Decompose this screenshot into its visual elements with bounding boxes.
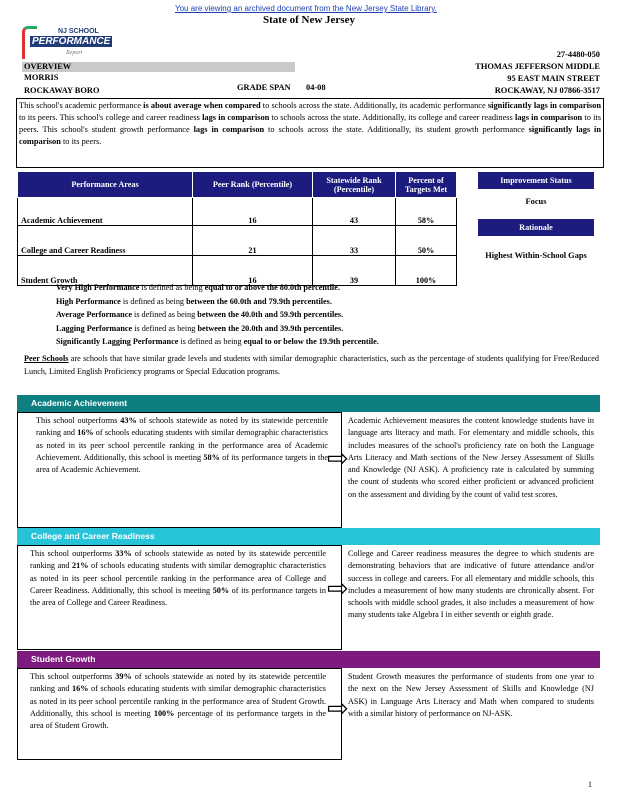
grade-span-label: GRADE SPAN bbox=[237, 83, 291, 92]
row-area: Student Growth bbox=[18, 256, 193, 286]
definition-line: Lagging Performance is defined as being between the 20.0th and 39.9th percentiles. bbox=[56, 323, 344, 333]
definition-line: High Performance is defined as being between the 60.0th and 79.9th percentiles. bbox=[56, 296, 332, 306]
row-area: Academic Achievement bbox=[18, 198, 193, 226]
row-statewide: 33 bbox=[313, 226, 396, 256]
college-career-result: This school outperforms 33% of schools statewide as noted by its statewide percentile ranking and 21% of schools educating students with similar demographic characteristics as noted in its peer school percentile ranking in the performance area of College and Career Readiness. Additionally, this school is meeting 50% of its performance targets in the area of College and Career Readiness. bbox=[30, 549, 326, 608]
nj-school-performance-logo bbox=[22, 24, 114, 64]
overview-label: OVERVIEW bbox=[24, 62, 72, 71]
row-targets: 58% bbox=[396, 198, 457, 226]
row-targets: 50% bbox=[396, 226, 457, 256]
page-number: 1 bbox=[588, 780, 592, 789]
logo-line3: Report bbox=[66, 50, 83, 56]
row-peer: 16 bbox=[193, 256, 313, 286]
arrow-right-icon: ⇨ bbox=[327, 574, 349, 604]
county-name: MORRIS bbox=[24, 73, 59, 82]
definition-line: Significantly Lagging Performance is defined as being equal to or below the 19.9th percentile. bbox=[56, 337, 379, 346]
improvement-status-header: Improvement Status bbox=[478, 172, 594, 189]
performance-definitions bbox=[56, 281, 476, 349]
district-name: ROCKAWAY BORO bbox=[24, 86, 100, 95]
academic-achievement-description: Academic Achievement measures the content knowledge students have in language arts literacy and math. For elementary and middle schools, this includes measures of the school's proficiency rate on both the Language Arts Literacy and Math sections of the New Jersey Assessment of Skills and Knowledge (NJ ASK). A proficiency rate is calculated by summing the count of students who scored either proficient or advanced proficient on the assessment and dividing by the count of valid test scores. bbox=[348, 416, 594, 499]
academic-achievement-result: This school outperforms 43% of schools statewide as noted by its statewide percentile ranking and 16% of schools educating students with similar demographic characteristics as noted in its peer school percentile ranking in the performance area of Academic Achievement. Additionally, this school is meeting 58% of its performance targets in the area of Academic Achievement. bbox=[36, 416, 328, 475]
row-targets: 100% bbox=[396, 256, 457, 286]
college-career-description: College and Career readiness measures the degree to which students are demonstrating behaviors that are indicative of future attendance and/or success in college and careers. For all elementary and middle schools, this includes a measurement of how many students are chronically absent. For schools with middle school grades, it also includes a measurement of how many students take Algebra I in either seventh or eighth grade. bbox=[348, 549, 594, 620]
section-header-academic-achievement: Academic Achievement bbox=[17, 395, 600, 412]
student-growth-description: Student Growth measures the performance of students from one year to the next on the New Jersey Assessment of Skills and Knowledge (NJ ASK) in Language Arts Literacy and Math when compared to students with a similar history of performance on NJ-ASK. bbox=[348, 672, 594, 718]
page-title: State of New Jersey bbox=[263, 14, 355, 26]
table-row bbox=[18, 226, 457, 256]
col-header-targets: Percent of Targets Met bbox=[396, 172, 457, 198]
section-header-college-career-readiness: College and Career Readiness bbox=[17, 528, 600, 545]
school-address1: 95 EAST MAIN STREET bbox=[507, 74, 600, 83]
row-peer: 21 bbox=[193, 226, 313, 256]
logo-line1: NJ SCHOOL bbox=[58, 28, 99, 35]
grade-span-value: 04-08 bbox=[306, 83, 326, 92]
performance-summary: This school's academic performance is about average when compared to schools across the state. Additionally, its academic performance significantly lags in comparison to its peers. This school's college and career readiness lags in comparison to schools across the state. Additionally, its college and career readiness lags in comparison to its peers. This school's student growth performance lags in comparison to schools across the state. Additionally, its student growth performance significantly lags in comparison to its peers. bbox=[16, 98, 604, 168]
section-header-student-growth: Student Growth bbox=[17, 651, 600, 668]
arrow-right-icon: ⇨ bbox=[327, 694, 349, 724]
logo-line2: PERFORMANCE bbox=[32, 36, 111, 47]
definition-line: Average Performance is defined as being between the 40.0th and 59.9th percentiles. bbox=[56, 310, 344, 319]
archive-link[interactable]: You are viewing an archived document from the New Jersey State Library. bbox=[175, 4, 437, 13]
peer-schools-definition: Peer Schools are schools that have similar grade levels and students with similar demographic characteristics, such as the percentage of students qualifying for Free/Reduced Lunch, Limited English Proficiency programs or Special Education programs. bbox=[24, 354, 599, 376]
school-info bbox=[475, 49, 600, 97]
definition-line: Very High Performance is defined as being equal to or above the 80.0th percentile. bbox=[56, 283, 340, 292]
school-name: THOMAS JEFFERSON MIDDLE bbox=[475, 62, 600, 71]
row-area: College and Career Readiness bbox=[18, 226, 193, 256]
row-statewide: 39 bbox=[313, 256, 396, 286]
rationale-value: Highest Within-School Gaps bbox=[485, 251, 587, 260]
row-peer: 16 bbox=[193, 198, 313, 226]
rationale-header: Rationale bbox=[478, 219, 594, 236]
student-growth-result: This school outperforms 39% of schools statewide as noted by its statewide percentile ranking and 16% of schools educating students with similar demographic characteristics as noted in its peer school percentile ranking in the performance area of Student Growth. Additionally, this school is meeting 100% percentage of its performance targets in the area of Student Growth. bbox=[30, 672, 326, 731]
arrow-right-icon: ⇨ bbox=[327, 444, 349, 474]
col-header-area: Performance Areas bbox=[18, 172, 193, 198]
school-code: 27-4480-050 bbox=[556, 50, 600, 59]
row-statewide: 43 bbox=[313, 198, 396, 226]
improvement-status-value: Focus bbox=[525, 197, 547, 206]
col-header-peer: Peer Rank (Percentile) bbox=[193, 172, 313, 198]
col-header-statewide: Statewide Rank (Percentile) bbox=[313, 172, 396, 198]
school-address2: ROCKAWAY, NJ 07866-3517 bbox=[494, 86, 600, 95]
table-row bbox=[18, 198, 457, 226]
performance-table bbox=[17, 171, 457, 286]
